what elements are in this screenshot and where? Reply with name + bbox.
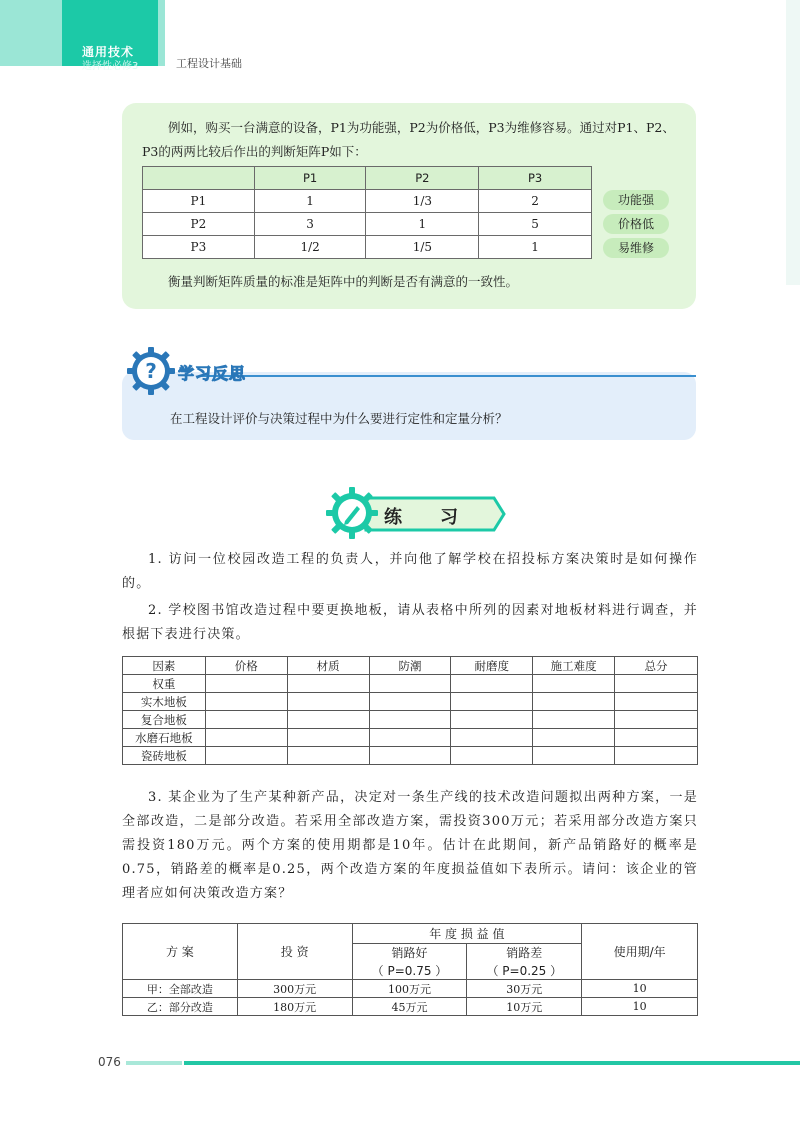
floor-header-cell: 材质: [287, 657, 369, 675]
table-row: [143, 190, 592, 213]
svg-text:?: ?: [145, 359, 157, 383]
invest-header-bad: 销路差: [467, 944, 582, 962]
label-pill: 易维修: [603, 238, 669, 258]
floor-cell: [205, 675, 287, 693]
invest-cell: 45万元: [352, 998, 467, 1016]
floor-row-label: 权重: [123, 675, 206, 693]
floor-header-cell: 因素: [123, 657, 206, 675]
floor-cell: [533, 747, 615, 765]
floor-cell: [451, 747, 533, 765]
exercise-q3: 3. 某企业为了生产某种新产品，决定对一条生产线的技术改造问题拟出两种方案，一是全部改造，二是部分改造。若采用全部改造方案，需投资300万元；若采用部分改造方案只需投资180万元。两个方案的使用期都是10年。估计在此期间，新产品销路好的概率是0.75，销路差的概率是0.25，两个改造方案的年度损益值如下表所示。请问：该企业的管理者应如何决策改造方案？: [122, 790, 698, 901]
invest-header-good-prob: （ P=0.75 ）: [352, 962, 467, 980]
invest-cell: 180万元: [237, 998, 352, 1016]
investment-table: [122, 923, 698, 1016]
floor-cell: [615, 675, 698, 693]
example-note: 衡量判断矩阵质量的标准是矩阵中的判断是否有满意的一致性。: [168, 274, 519, 289]
floor-row-label: 复合地板: [123, 711, 206, 729]
exercise-q2: 2. 学校图书馆改造过程中要更换地板，请从表格中所列的因素对地板材料进行调查，并根据下表进行决策。: [122, 603, 698, 642]
reflection-question: 在工程设计评价与决策过程中为什么要进行定性和定量分析？: [170, 411, 508, 426]
exercise-title: 练习: [384, 507, 496, 528]
table-row: [123, 980, 698, 998]
label-pill: 价格低: [603, 214, 669, 234]
floor-cell: [451, 693, 533, 711]
invest-header-bad-prob: （ P=0.25 ）: [467, 962, 582, 980]
exercise-q1: 1. 访问一位校园改造工程的负责人，并向他了解学校在招投标方案决策时是如何操作的。: [122, 552, 698, 591]
footer-rule: [184, 1061, 800, 1065]
page-number: 076: [98, 1055, 121, 1069]
floor-header-cell: 防潮: [369, 657, 451, 675]
floor-header-cell: 耐磨度: [451, 657, 533, 675]
matrix-cell: 1/2: [254, 236, 366, 259]
invest-header-plan: 方 案: [123, 924, 238, 980]
matrix-cell: P2: [143, 213, 255, 236]
floor-cell: [287, 729, 369, 747]
floor-cell: [205, 693, 287, 711]
floor-row-label: 瓷砖地板: [123, 747, 206, 765]
matrix-cell: 1: [479, 236, 592, 259]
side-strip: [786, 0, 800, 285]
floor-cell: [451, 675, 533, 693]
invest-cell: 300万元: [237, 980, 352, 998]
floor-cell: [369, 675, 451, 693]
matrix-cell: 2: [479, 190, 592, 213]
floor-header-cell: 总分: [615, 657, 698, 675]
floor-cell: [287, 675, 369, 693]
question-gear-icon: [125, 345, 177, 397]
reflection-divider: [200, 375, 696, 377]
floor-cell: [205, 747, 287, 765]
floor-decision-table: [122, 656, 698, 765]
judgment-matrix-table: [142, 166, 592, 259]
matrix-cell: 3: [254, 213, 366, 236]
invest-header-invest: 投 资: [237, 924, 352, 980]
floor-cell: [287, 747, 369, 765]
example-intro: 例如，购买一台满意的设备，P1为功能强，P2为价格低，P3为维修容易。通过对P1、P2、P3的两两比较后作出的判断矩阵P如下：: [142, 120, 675, 159]
floor-header-cell: 价格: [205, 657, 287, 675]
floor-cell: [369, 729, 451, 747]
floor-cell: [615, 711, 698, 729]
matrix-cell: 5: [479, 213, 592, 236]
table-row: [123, 747, 698, 765]
floor-cell: [615, 747, 698, 765]
floor-cell: [533, 675, 615, 693]
matrix-row-labels: [603, 190, 669, 262]
matrix-header-cell: P1: [254, 167, 366, 190]
invest-cell: 10: [582, 980, 698, 998]
table-row: [143, 213, 592, 236]
matrix-cell: 1: [254, 190, 366, 213]
footer-rule-light: [126, 1061, 182, 1065]
floor-cell: [451, 711, 533, 729]
floor-cell: [287, 711, 369, 729]
table-row: [143, 236, 592, 259]
invest-header-good: 销路好: [352, 944, 467, 962]
table-row: [123, 729, 698, 747]
reflection-title: 学习反思: [178, 364, 247, 383]
floor-cell: [369, 693, 451, 711]
floor-cell: [205, 729, 287, 747]
floor-cell: [533, 729, 615, 747]
matrix-header-cell: P2: [366, 167, 479, 190]
invest-header-life: 使用期/年: [582, 924, 698, 980]
table-row: [123, 693, 698, 711]
floor-cell: [615, 693, 698, 711]
invest-cell: 甲：全部改造: [123, 980, 238, 998]
invest-cell: 10万元: [467, 998, 582, 1016]
invest-cell: 100万元: [352, 980, 467, 998]
floor-cell: [205, 711, 287, 729]
invest-header-annual: 年 度 损 益 值: [352, 924, 582, 944]
floor-cell: [287, 693, 369, 711]
matrix-cell: 1/5: [366, 236, 479, 259]
matrix-header-cell: P3: [479, 167, 592, 190]
table-row: [123, 675, 698, 693]
table-row: [123, 998, 698, 1016]
floor-cell: [533, 693, 615, 711]
floor-header-cell: 施工难度: [533, 657, 615, 675]
floor-cell: [369, 747, 451, 765]
floor-cell: [615, 729, 698, 747]
table-row: [123, 711, 698, 729]
matrix-header-cell: [143, 167, 255, 190]
floor-row-label: 水磨石地板: [123, 729, 206, 747]
floor-row-label: 实木地板: [123, 693, 206, 711]
book-subtitle: 选择性必修3: [82, 61, 139, 72]
invest-cell: 乙：部分改造: [123, 998, 238, 1016]
floor-cell: [451, 729, 533, 747]
matrix-cell: P1: [143, 190, 255, 213]
matrix-cell: 1: [366, 213, 479, 236]
chapter-title: 工程设计基础: [176, 57, 242, 70]
invest-cell: 30万元: [467, 980, 582, 998]
matrix-cell: P3: [143, 236, 255, 259]
label-pill: 功能强: [603, 190, 669, 210]
floor-cell: [533, 711, 615, 729]
book-title: 通用技术: [82, 45, 135, 59]
floor-cell: [369, 711, 451, 729]
invest-cell: 10: [582, 998, 698, 1016]
matrix-cell: 1/3: [366, 190, 479, 213]
